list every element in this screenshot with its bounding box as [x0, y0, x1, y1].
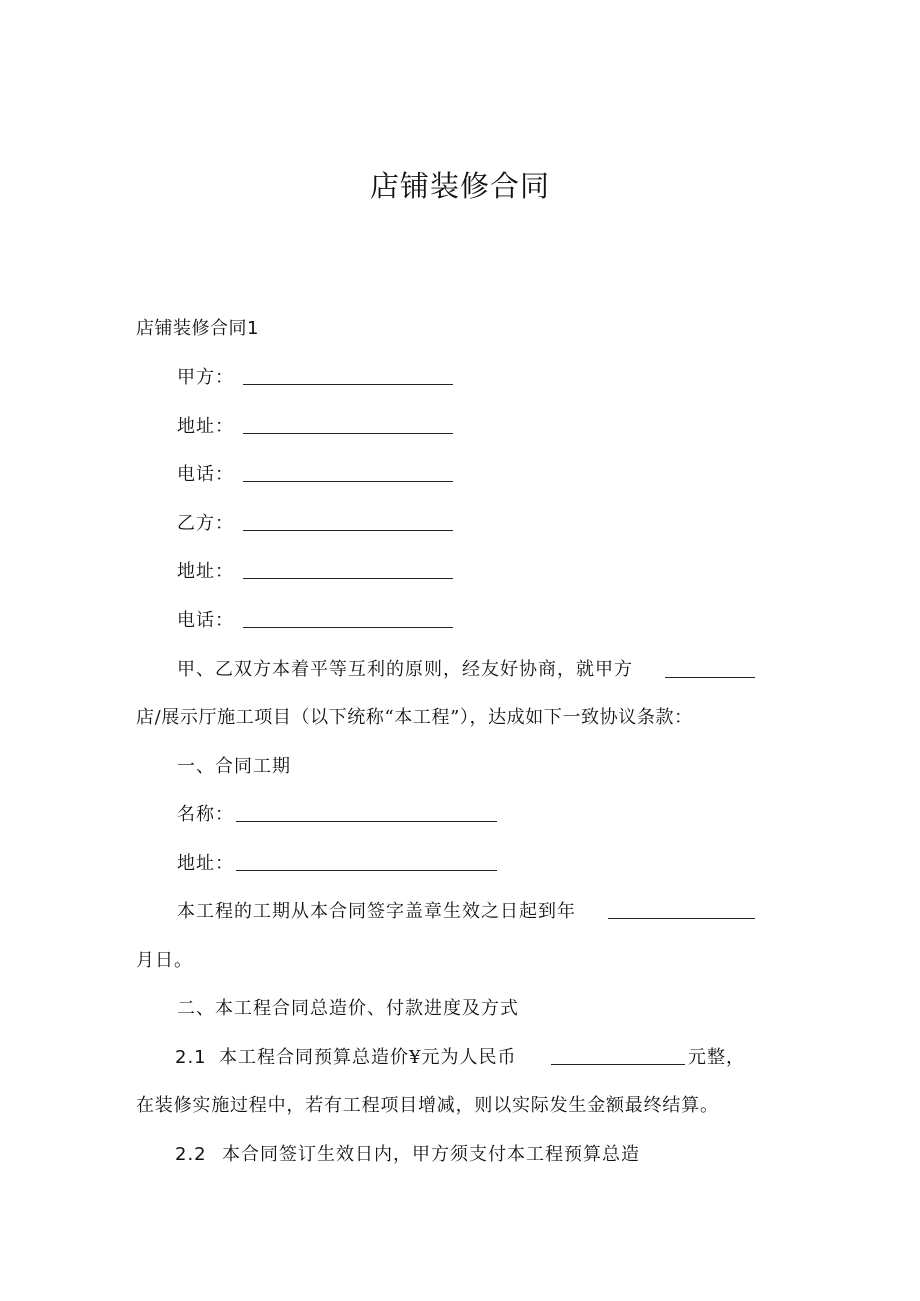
- party-b-phone-blank[interactable]: [243, 627, 453, 628]
- clause-2-1-amount-blank[interactable]: [551, 1064, 685, 1065]
- clause-2-2-text: 本合同签订生效日内，甲方须支付本工程预算总造: [222, 1144, 640, 1165]
- clause-2-1-number: 2.1: [175, 1047, 207, 1068]
- intro-paragraph-line2: 店/展示厅施工项目（以下统称“本工程”），达成如下一致协议条款：: [136, 707, 693, 728]
- project-name-blank[interactable]: [236, 821, 497, 822]
- party-a-label: 甲方：: [177, 367, 234, 388]
- document-subtitle: 店铺装修合同1: [136, 318, 259, 339]
- party-b-phone-label: 电话：: [177, 610, 234, 631]
- clause-2-1-text: 本工程合同预算总造价¥元为人民币: [219, 1047, 517, 1068]
- intro-paragraph-line1: 甲、乙双方本着平等互利的原则，经友好协商，就甲方: [177, 659, 633, 680]
- party-a-phone-blank[interactable]: [243, 481, 453, 482]
- intro-store-blank[interactable]: [665, 677, 755, 678]
- period-year-blank[interactable]: [608, 918, 755, 919]
- project-address-blank[interactable]: [236, 870, 497, 871]
- project-address-label: 地址：: [177, 853, 234, 874]
- project-name-label: 名称：: [177, 804, 234, 825]
- party-b-address-label: 地址：: [177, 561, 234, 582]
- party-b-address-blank[interactable]: [243, 578, 453, 579]
- section1-heading: 一、合同工期: [177, 756, 291, 777]
- section2-heading: 二、本工程合同总造价、付款进度及方式: [177, 998, 519, 1019]
- party-a-phone-label: 电话：: [177, 464, 234, 485]
- period-line2: 月日。: [136, 950, 193, 971]
- party-a-address-blank[interactable]: [243, 433, 453, 434]
- document-title: 店铺装修合同: [369, 169, 550, 203]
- party-b-label: 乙方：: [177, 513, 234, 534]
- period-line1: 本工程的工期从本合同签字盖章生效之日起到年: [177, 901, 576, 922]
- clause-2-2-number: 2.2: [175, 1144, 207, 1165]
- party-a-blank[interactable]: [243, 384, 453, 385]
- party-a-address-label: 地址：: [177, 416, 234, 437]
- party-b-blank[interactable]: [243, 530, 453, 531]
- clause-2-1-tail: 元整，: [688, 1047, 745, 1068]
- clause-2-1-line2: 在装修实施过程中，若有工程项目增减，则以实际发生金额最终结算。: [136, 1095, 719, 1116]
